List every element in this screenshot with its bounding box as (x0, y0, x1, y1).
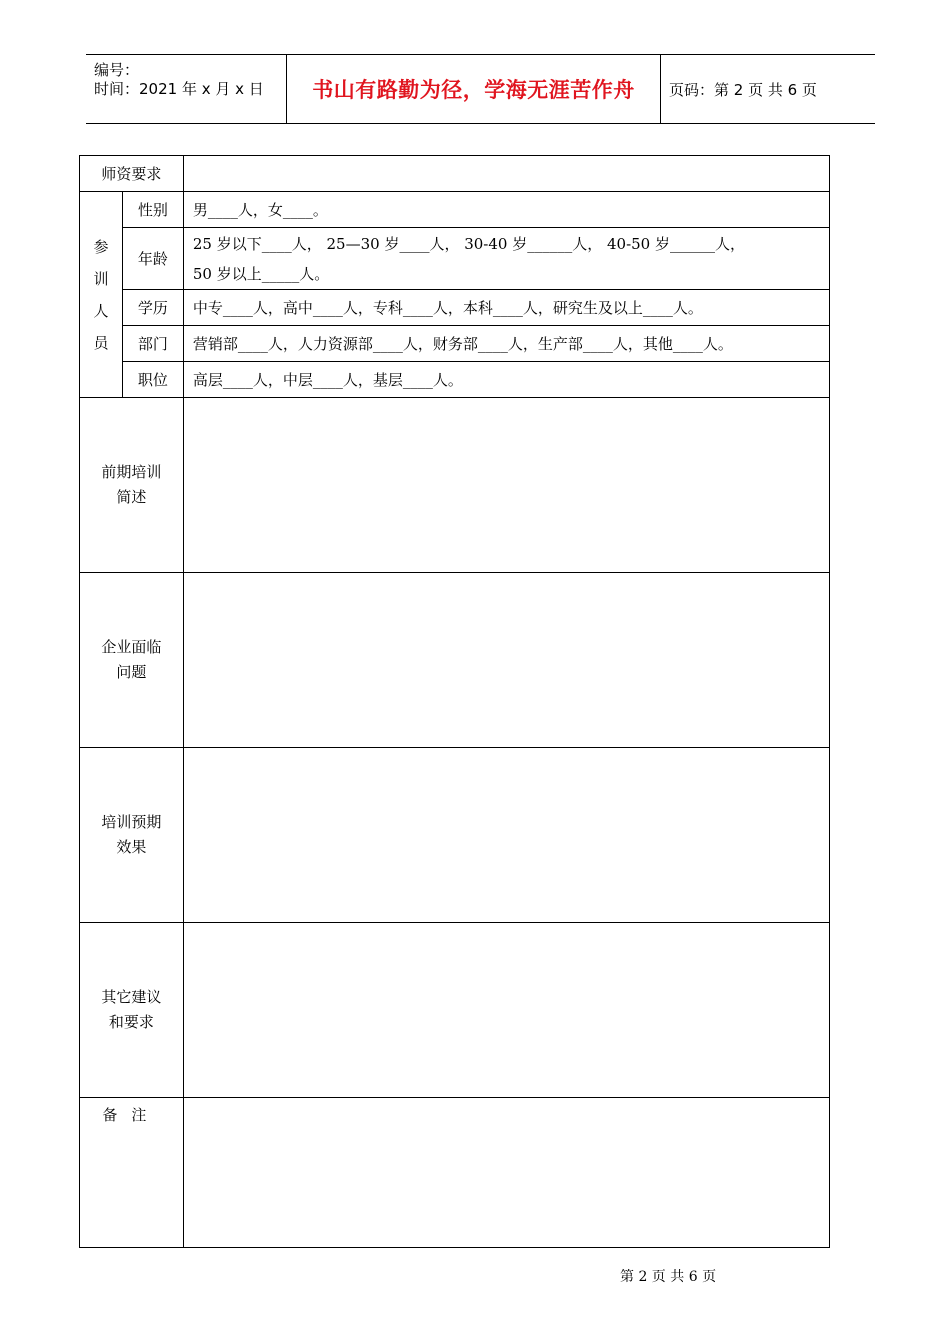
position-field[interactable]: 高层____人，中层____人，基层____人。 (183, 362, 829, 398)
age-label: 年龄 (122, 228, 183, 290)
number-label: 编号： (94, 61, 140, 79)
education-label: 学历 (122, 290, 183, 326)
label-line: 简述 (116, 488, 147, 506)
company-problems-field[interactable] (183, 573, 829, 748)
page-header (86, 54, 875, 124)
education-field[interactable]: 中专____人，高中____人，专科____人，本科____人，研究生及以上____人。 (183, 290, 829, 326)
teacher-requirement-label: 师资要求 (80, 156, 184, 192)
expected-effect-label (80, 748, 184, 923)
remarks-row (80, 1098, 830, 1248)
department-field[interactable]: 营销部____人，人力资源部____人，财务部____人，生产部____人，其他____人。 (183, 326, 829, 362)
gender-field[interactable]: 男____人，女____。 (183, 192, 829, 228)
label-line: 和要求 (108, 1013, 154, 1031)
gender-row (80, 192, 830, 228)
header-page-info: 页码：第 2 页 共 6 页 (669, 80, 817, 99)
teacher-requirement-row (80, 156, 830, 192)
company-problems-label (80, 573, 184, 748)
label-line: 问题 (116, 663, 147, 681)
page-footer: 第 2 页 共 6 页 (620, 1269, 717, 1285)
expected-effect-field[interactable] (183, 748, 829, 923)
time-label: 时间：2021 年 x 月 x 日 (94, 80, 264, 98)
label-line: 效果 (116, 838, 147, 856)
previous-training-field[interactable] (183, 398, 829, 573)
previous-training-row (80, 398, 830, 573)
participants-char: 员 (93, 333, 109, 352)
header-meta (86, 55, 287, 123)
label-line: 企业面临 (101, 638, 162, 656)
other-suggestions-row (80, 923, 830, 1098)
label-line: 其它建议 (101, 988, 162, 1006)
department-row (80, 326, 830, 362)
other-suggestions-field[interactable] (183, 923, 829, 1098)
participants-label (80, 192, 123, 398)
label-line: 前期培训 (101, 463, 162, 481)
training-needs-form (79, 155, 830, 1248)
teacher-requirement-field[interactable] (183, 156, 829, 192)
participants-char: 参 (93, 237, 109, 256)
motto-text: 书山有路勤为径，学海无涯苦作舟 (312, 78, 635, 102)
participants-char: 人 (93, 301, 109, 320)
education-row (80, 290, 830, 326)
previous-training-label (80, 398, 184, 573)
header-motto (287, 55, 661, 123)
department-label: 部门 (122, 326, 183, 362)
position-row (80, 362, 830, 398)
age-row (80, 228, 830, 290)
expected-effect-row (80, 748, 830, 923)
remarks-label: 备注 (80, 1098, 184, 1248)
label-line: 培训预期 (101, 813, 162, 831)
age-line-2: 50 岁以上_____人。 (192, 264, 330, 283)
gender-label: 性别 (122, 192, 183, 228)
age-field[interactable] (183, 228, 829, 290)
other-suggestions-label (80, 923, 184, 1098)
position-label: 职位 (122, 362, 183, 398)
company-problems-row (80, 573, 830, 748)
age-line-1: 25 岁以下____人， 25—30 岁____人， 30-40 岁______人， 40-50 岁______人， (192, 234, 745, 253)
remarks-field[interactable] (183, 1098, 829, 1248)
participants-char: 训 (93, 269, 109, 288)
